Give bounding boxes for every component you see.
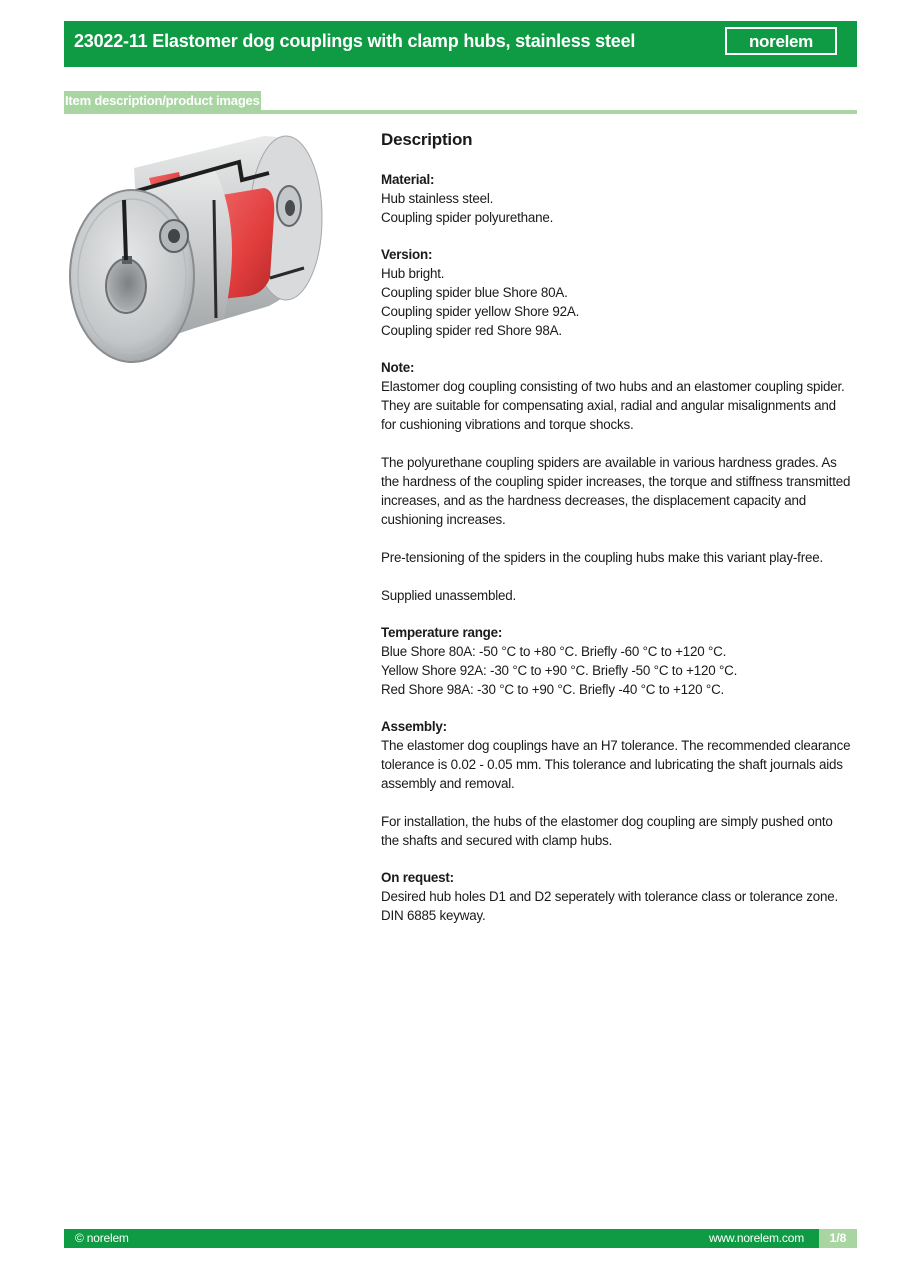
version-line: Coupling spider yellow Shore 92A. bbox=[381, 304, 580, 319]
temperature-line: Blue Shore 80A: -50 °C to +80 °C. Briefly -60 °C to +120 °C. bbox=[381, 644, 727, 659]
version-section bbox=[381, 245, 851, 340]
description-title: Description bbox=[381, 130, 473, 149]
version-label: Version: bbox=[381, 247, 433, 262]
note-paragraph: Supplied unassembled. bbox=[381, 588, 517, 603]
note-section bbox=[381, 358, 851, 605]
note-paragraph: Elastomer dog coupling consisting of two hubs and an elastomer coupling spider. They are suitable for compensating axial, radial and angular misalignments and for cushioning vibrations and torque shocks. bbox=[381, 379, 845, 432]
description-content bbox=[381, 128, 851, 925]
material-line: Coupling spider polyurethane. bbox=[381, 210, 554, 225]
version-line: Coupling spider blue Shore 80A. bbox=[381, 285, 568, 300]
footer-website-link[interactable]: www.norelem.com bbox=[708, 1231, 804, 1245]
temperature-line: Yellow Shore 92A: -30 °C to +90 °C. Briefly -50 °C to +120 °C. bbox=[381, 663, 738, 678]
section-tab-item-description: Item description/product images bbox=[65, 93, 260, 108]
page-number: 1/8 bbox=[819, 1229, 857, 1248]
assembly-section bbox=[381, 717, 851, 850]
document-title: 23022-11 Elastomer dog couplings with clamp hubs, stainless steel bbox=[74, 31, 636, 51]
on-request-label: On request: bbox=[381, 870, 454, 885]
assembly-paragraph: For installation, the hubs of the elastomer dog coupling are simply pushed onto the shafts and secured with clamp hubs. bbox=[381, 814, 833, 848]
temperature-line: Red Shore 98A: -30 °C to +90 °C. Briefly -40 °C to +120 °C. bbox=[381, 682, 725, 697]
material-line: Hub stainless steel. bbox=[381, 191, 494, 206]
on-request-section bbox=[381, 868, 851, 925]
version-line: Coupling spider red Shore 98A. bbox=[381, 323, 562, 338]
footer-copyright: © norelem bbox=[75, 1231, 129, 1245]
document-header bbox=[64, 21, 857, 67]
logo-text: norelem bbox=[748, 31, 814, 51]
temperature-section bbox=[381, 623, 851, 699]
section-divider bbox=[64, 110, 857, 114]
document-footer bbox=[64, 1229, 857, 1248]
note-label: Note: bbox=[381, 360, 415, 375]
temperature-label: Temperature range: bbox=[381, 625, 503, 640]
version-line: Hub bright. bbox=[381, 266, 445, 281]
assembly-label: Assembly: bbox=[381, 719, 447, 734]
material-section bbox=[381, 170, 851, 227]
note-paragraph: The polyurethane coupling spiders are available in various hardness grades. As the hardness of the coupling spider increases, the torque and stiffness transmitted increases, and as the hardness decreases, the displacement capacity and cushioning increases. bbox=[381, 455, 851, 527]
product-image-coupling bbox=[64, 128, 324, 372]
on-request-line: DIN 6885 keyway. bbox=[381, 908, 486, 923]
on-request-line: Desired hub holes D1 and D2 seperately with tolerance class or tolerance zone. bbox=[381, 889, 839, 904]
norelem-logo bbox=[725, 27, 837, 55]
note-paragraph: Pre-tensioning of the spiders in the coupling hubs make this variant play-free. bbox=[381, 550, 823, 565]
assembly-paragraph: The elastomer dog couplings have an H7 tolerance. The recommended clearance tolerance is 0.02 - 0.05 mm. This tolerance and lubricating the shaft journals aids assembly and removal. bbox=[381, 738, 851, 791]
material-label: Material: bbox=[381, 172, 435, 187]
